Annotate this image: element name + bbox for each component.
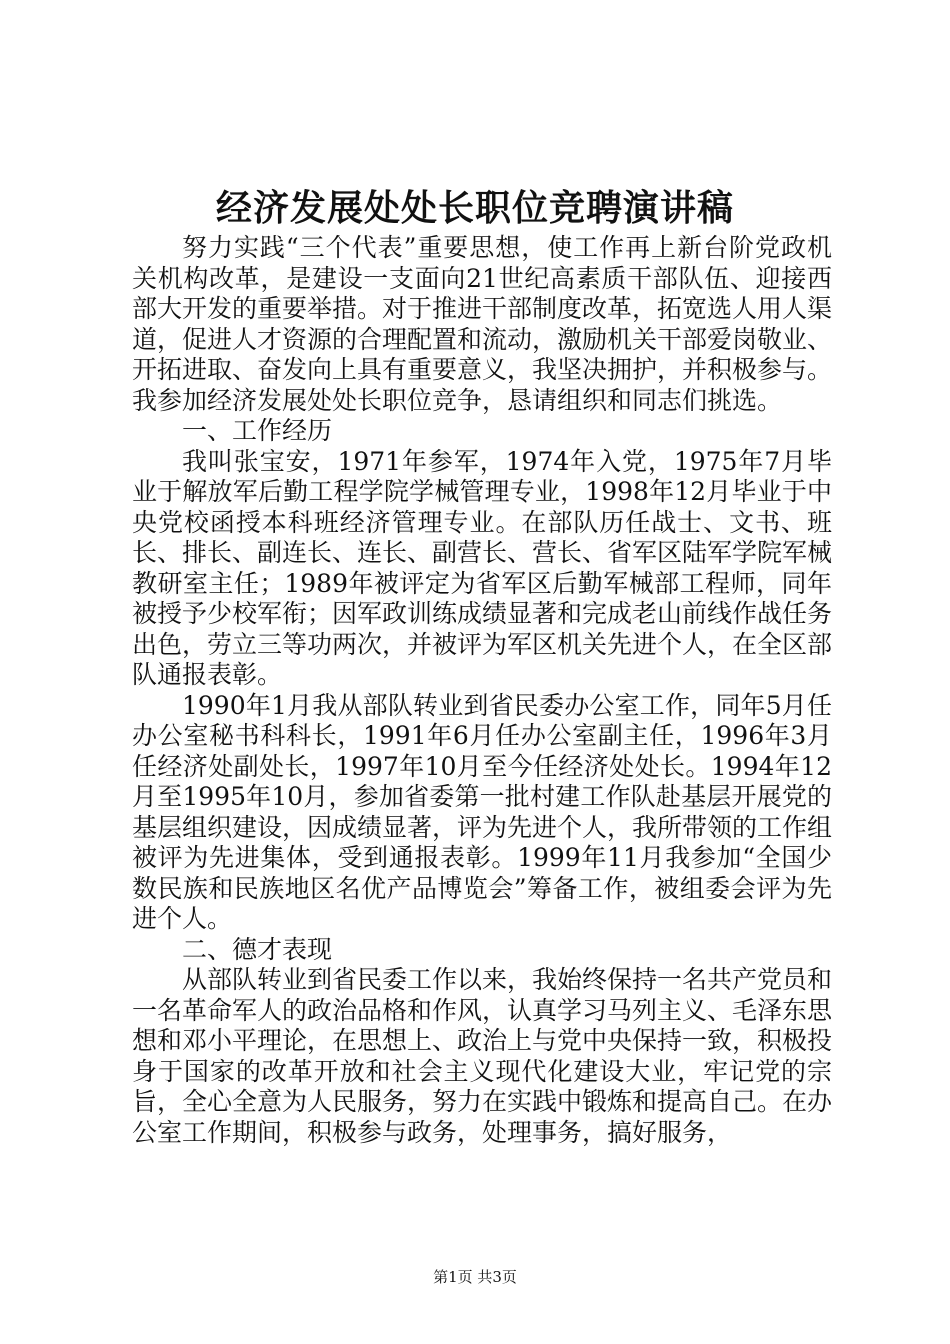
section-heading-merit: 二、德才表现	[182, 934, 333, 964]
paragraph-intro: 努力实践“三个代表”重要思想，使工作再上新台阶党政机关机构改革，是建设一支面向21世纪高素质干部队伍、迎接西部大开发的重要举措。对于推进干部制度改革，拓宽选人用人渠道，促进人才资源的合理配置和流动，激励机关干部爱岗敬业、开拓进取、奋发向上具有重要意义，我坚决拥护，并积极参与。我参加经济发展处处长职位竞争，恳请组织和同志们挑选。	[132, 233, 833, 415]
document-title: 经济发展处处长职位竞聘演讲稿	[215, 187, 734, 229]
paragraph-work-history-military: 我叫张宝安，1971年参军，1974年入党，1975年7月毕业于解放军后勤工程学院学械管理专业，1998年12月毕业于中央党校函授本科班经济管理专业。在部队历任战士、文书、班长、排长、副连长、连长、副营长、营长、省军区陆军学院军械教研室主任；1989年被评定为省军区后勤军械部工程师，同年被授予少校军衔；因军政训练成绩显著和完成老山前线作战任务出色，劳立三等功两次，并被评为军区机关先进个人，在全区部队通报表彰。	[132, 446, 833, 689]
page-number-footer: 第1页 共3页	[433, 1268, 517, 1286]
paragraph-merit: 从部队转业到省民委工作以来，我始终保持一名共产党员和一名革命军人的政治品格和作风，认真学习马列主义、毛泽东思想和邓小平理论，在思想上、政治上与党中央保持一致，积极投身于国家的改革开放和社会主义现代化建设大业，牢记党的宗旨，全心全意为人民服务，努力在实践中锻炼和提高自己。在办公室工作期间，积极参与政务，处理事务，搞好服务，	[132, 965, 833, 1147]
section-heading-work-experience: 一、工作经历	[182, 416, 333, 445]
document-body	[132, 233, 832, 1148]
paragraph-work-history-civil: 1990年1月我从部队转业到省民委办公室工作，同年5月任办公室秘书科科长，1991年6月任办公室副主任，1996年3月任经济处副处长，1997年10月至今任经济处处长。1994年12月至1995年10月，参加省委第一批村建工作队赴基层开展党的基层组织建设，因成绩显著，评为先进个人，我所带领的工作组被评为先进集体，受到通报表彰。1999年11月我参加“全国少数民族和民族地区名优产品博览会”筹备工作，被组委会评为先进个人。	[132, 690, 833, 933]
